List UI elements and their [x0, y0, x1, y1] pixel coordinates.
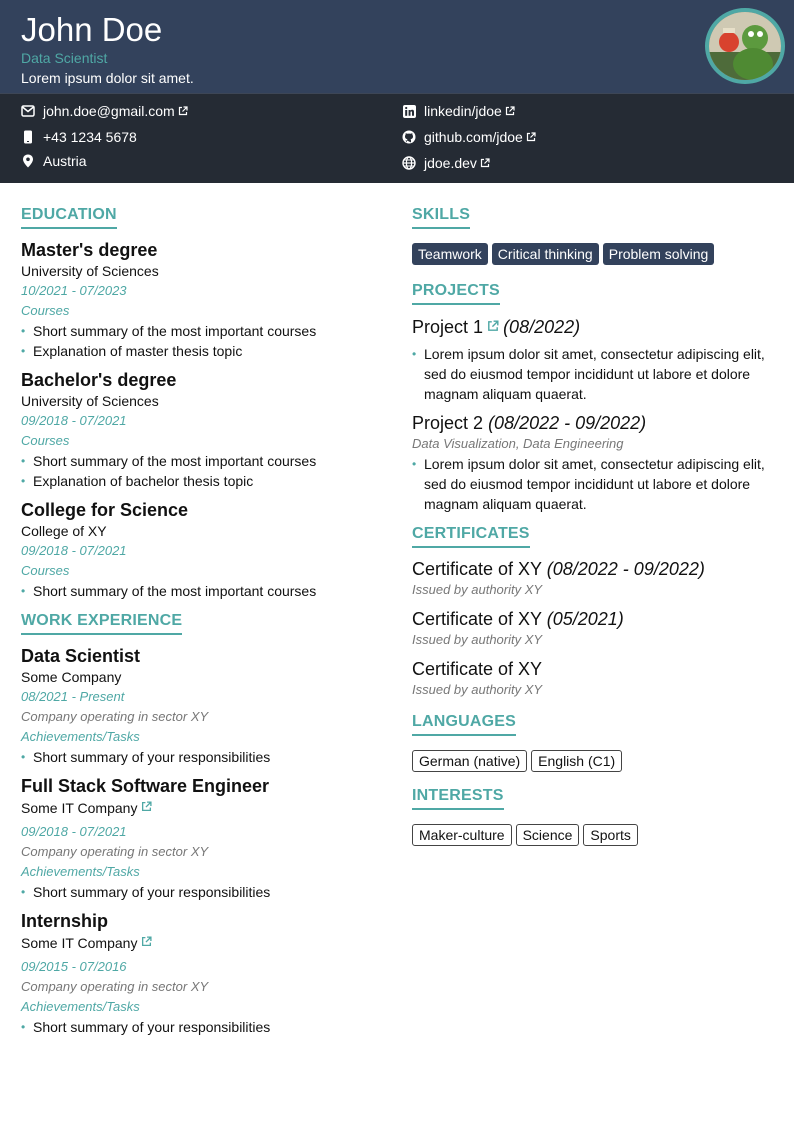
tasks-label: Achievements/Tasks: [21, 864, 140, 879]
company-name: Some IT Company: [21, 800, 138, 816]
education-dates: 10/2021 - 07/2023: [21, 283, 127, 298]
certificate-entry: [412, 608, 774, 650]
interests-heading: INTERESTS: [412, 786, 504, 810]
contact-github[interactable]: [402, 127, 536, 147]
phone-text: +43 1234 5678: [43, 129, 137, 145]
external-link-icon: [526, 132, 536, 142]
list-item: • Short summary of your responsibilities: [21, 882, 381, 902]
education-dates: 09/2018 - 07/2021: [21, 543, 127, 558]
work-entry: [21, 645, 381, 767]
projects-heading: PROJECTS: [412, 281, 500, 305]
location-pin-icon: [21, 154, 35, 168]
skill-tag: Teamwork: [412, 243, 488, 265]
project-dates: (08/2022): [503, 317, 581, 337]
interests-list: [412, 824, 774, 846]
company-sector: Company operating in sector XY: [21, 979, 209, 994]
skills-list: [412, 243, 774, 265]
project-dates: (08/2022 - 09/2022): [488, 413, 647, 433]
external-link-icon: [141, 932, 152, 943]
list-item: • Explanation of master thesis topic: [21, 341, 381, 361]
right-column: [412, 205, 774, 846]
education-entry: [21, 369, 381, 491]
contact-website[interactable]: [402, 153, 490, 173]
certificate-dates: (05/2021): [546, 609, 624, 629]
skills-heading: SKILLS: [412, 205, 470, 229]
contact-linkedin[interactable]: [402, 101, 515, 121]
courses-label: Courses: [21, 563, 70, 578]
external-link-icon: [480, 158, 490, 168]
certificate-issuer: Issued by authority XY: [412, 632, 543, 647]
list-item: • Short summary of your responsibilities: [21, 747, 381, 767]
phone-icon: [21, 130, 35, 144]
school-name: University of Sciences: [21, 263, 159, 279]
interest-tag: Science: [516, 824, 580, 846]
certificate-name: Certificate of XY: [412, 559, 542, 579]
certificate-entry: [412, 558, 774, 600]
education-heading: EDUCATION: [21, 205, 117, 229]
courses-label: Courses: [21, 303, 70, 318]
certificate-title: [412, 608, 774, 630]
company-sector: Company operating in sector XY: [21, 844, 209, 859]
project-name: Project 1: [412, 317, 484, 337]
github-icon: [402, 130, 416, 144]
tasks-label: Achievements/Tasks: [21, 999, 140, 1014]
courses-label: Courses: [21, 433, 70, 448]
education-entry: [21, 239, 381, 361]
interest-tag: Maker-culture: [412, 824, 512, 846]
certificate-title: [412, 558, 774, 580]
external-link-icon: [505, 106, 515, 116]
list-item: • Short summary of the most important courses: [21, 581, 381, 601]
certificate-name: Certificate of XY: [412, 659, 543, 679]
left-column: [21, 205, 381, 1037]
list-item: • Short summary of the most important courses: [21, 451, 381, 471]
languages-heading: LANGUAGES: [412, 712, 516, 736]
company-link[interactable]: [21, 932, 381, 953]
contact-bar: [0, 93, 794, 183]
name: John Doe: [21, 11, 163, 48]
education-entry: [21, 499, 381, 601]
work-heading: WORK EXPERIENCE: [21, 611, 182, 635]
interest-tag: Sports: [583, 824, 637, 846]
project-entry: [412, 315, 774, 404]
certificate-name: Certificate of XY: [412, 609, 542, 629]
linkedin-icon: [402, 104, 416, 118]
project-tags: Data Visualization, Data Engineering: [412, 436, 624, 451]
language-tag: German (native): [412, 750, 527, 772]
list-item: • Lorem ipsum dolor sit amet, consectetur adipiscing elit, sed do eiusmod tempor incididunt ut labore et dolore magnam aliquam quaerat.: [412, 454, 774, 514]
certificate-entry: [412, 658, 774, 700]
work-dates: 08/2021 - Present: [21, 689, 125, 704]
project-title[interactable]: [412, 315, 774, 338]
education-dates: 09/2018 - 07/2021: [21, 413, 127, 428]
external-link-icon: [487, 315, 498, 326]
external-link-icon: [178, 106, 188, 116]
contact-location: [21, 151, 87, 171]
tagline: Lorem ipsum dolor sit amet.: [21, 70, 194, 86]
email-text: john.doe@gmail.com: [43, 103, 175, 119]
project-name: Project 2: [412, 413, 484, 433]
external-link-icon: [141, 797, 152, 808]
github-text: github.com/jdoe: [424, 129, 523, 145]
project-entry: [412, 412, 774, 514]
languages-list: [412, 750, 774, 772]
certificate-issuer: Issued by authority XY: [412, 682, 543, 697]
work-dates: 09/2018 - 07/2021: [21, 824, 127, 839]
position-title: Data Scientist: [21, 646, 141, 666]
contact-phone[interactable]: [21, 127, 137, 147]
skill-tag: Critical thinking: [492, 243, 599, 265]
list-item: • Short summary of the most important courses: [21, 321, 381, 341]
certificates-heading: CERTIFICATES: [412, 524, 530, 548]
company-name: Some IT Company: [21, 935, 138, 951]
mail-icon: [21, 104, 35, 118]
list-item: • Short summary of your responsibilities: [21, 1017, 381, 1037]
certificate-issuer: Issued by authority XY: [412, 582, 543, 597]
company-link[interactable]: [21, 797, 381, 818]
work-dates: 09/2015 - 07/2016: [21, 959, 127, 974]
position-title: Internship: [21, 911, 109, 931]
work-entry: [21, 775, 381, 902]
certificate-title: [412, 658, 774, 680]
company-name: Some Company: [21, 669, 122, 685]
list-item: • Lorem ipsum dolor sit amet, consectetur adipiscing elit, sed do eiusmod tempor incididunt ut labore et dolore magnam aliquam quaerat.: [412, 344, 774, 404]
skill-tag: Problem solving: [603, 243, 715, 265]
school-name: University of Sciences: [21, 393, 159, 409]
degree-title: Bachelor's degree: [21, 370, 177, 390]
avatar-image: [709, 12, 781, 80]
degree-title: Master's degree: [21, 240, 158, 260]
list-item: • Explanation of bachelor thesis topic: [21, 471, 381, 491]
language-tag: English (C1): [531, 750, 622, 772]
header: [0, 0, 794, 93]
tasks-label: Achievements/Tasks: [21, 729, 140, 744]
globe-icon: [402, 156, 416, 170]
work-entry: [21, 910, 381, 1037]
avatar: [705, 8, 785, 84]
location-text: Austria: [43, 153, 87, 169]
website-text: jdoe.dev: [424, 155, 477, 171]
linkedin-text: linkedin/jdoe: [424, 103, 502, 119]
role: Data Scientist: [21, 50, 108, 66]
position-title: Full Stack Software Engineer: [21, 776, 270, 796]
degree-title: College for Science: [21, 500, 189, 520]
certificate-dates: (08/2022 - 09/2022): [546, 559, 705, 579]
school-name: College of XY: [21, 523, 107, 539]
project-title: [412, 412, 774, 434]
company-sector: Company operating in sector XY: [21, 709, 209, 724]
contact-email[interactable]: [21, 101, 188, 121]
